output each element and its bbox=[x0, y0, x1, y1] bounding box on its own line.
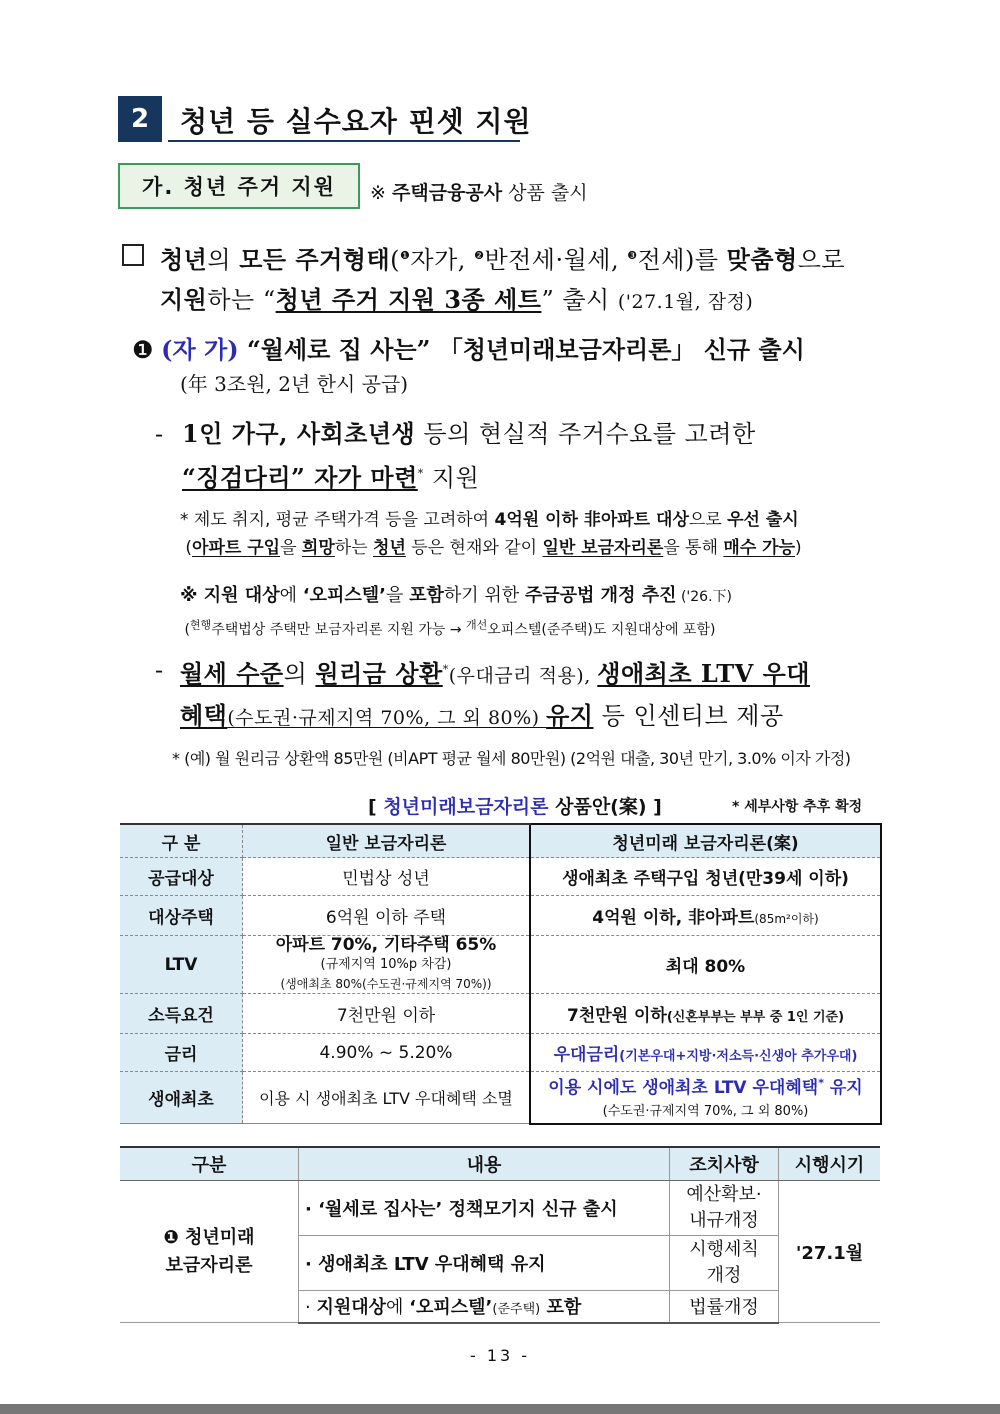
note3: * (예) 월 원리금 상환액 85만원 (비APT 평균 월세 80만원) (2억원 대출, 30년 만기, 3.0% 이자 가정) bbox=[172, 749, 851, 768]
subsection-label: 가. 청년 주거 지원 bbox=[118, 163, 360, 209]
table-header-row bbox=[120, 1147, 880, 1181]
row-label: 대상주택 bbox=[120, 896, 243, 936]
table-header-row bbox=[120, 824, 881, 858]
dash-marker: - bbox=[155, 420, 164, 448]
note1: * 제도 취지, 평균 주택가격 등을 고려하여 4억원 이하 非아파트 대상으로 우선 출시 (아파트 구입을 희망하는 청년 등은 현재와 같이 일반 보금자리론을 통해 매수 가능) bbox=[180, 510, 802, 558]
note2: ※ 지원 대상에 ‘오피스텔’을 포함하기 위한 주금공법 개정 추진 ('26.下) ($^{현행}$주택법상 주택만 보금자리론 지원 가능 → $^{개선}$오피스텔(준주택)도 지원대상에 포함) bbox=[180, 585, 732, 638]
dash1-text: 1인 가구, 사회초년생 등의 현실적 주거수요를 고려한 “징검다리” 자가 마련* 지원 bbox=[182, 419, 756, 492]
row-label: LTV bbox=[120, 936, 243, 994]
table-cell: 생애최초 주택구입 청년(만39세 이하) bbox=[530, 858, 881, 896]
table-row bbox=[120, 936, 881, 994]
item1-heading: ❶ (자 가) “월세로 집 사는” 「청년미래보금자리론」 신규 출시 bbox=[132, 335, 805, 364]
table-cell: 법률개정 bbox=[670, 1291, 779, 1323]
filled-number-icon: ❶ bbox=[132, 336, 154, 364]
table-cell: 4억원 이하, 非아파트(85m²이하) bbox=[530, 896, 881, 936]
section-number: 2 bbox=[118, 96, 162, 142]
table1-caption-note: * 세부사항 추후 확정 bbox=[732, 799, 863, 815]
bottom-edge-bar bbox=[0, 1404, 1000, 1414]
table-row bbox=[120, 994, 881, 1034]
intro-paragraph: 청년의 모든 주거형태($^❶$자가, $^❷$반전세·월세, $^❸$전세)를 맞춤형으로 지원하는 “청년 주거 지원 3종 세트” 출시 ('27.1월, 잠정) bbox=[160, 245, 846, 314]
row-label: 공급대상 bbox=[120, 858, 243, 896]
table-header-cell: 일반 보금자리론 bbox=[243, 824, 531, 858]
table-row bbox=[120, 1181, 880, 1236]
table-cell: 4.90% ~ 5.20% bbox=[243, 1034, 531, 1072]
group-label: ❶ 청년미래 보금자리론 bbox=[120, 1181, 299, 1323]
table-cell: 이용 시에도 생애최초 LTV 우대혜택* 유지 (수도권·규제지역 70%, 그 외 80%) bbox=[530, 1072, 881, 1124]
table-row bbox=[120, 896, 881, 936]
table-row bbox=[120, 1072, 881, 1124]
row-label: 소득요건 bbox=[120, 994, 243, 1034]
table-cell: 예산확보· 내규개정 bbox=[670, 1181, 779, 1236]
table-header-cell: 시행시기 bbox=[779, 1147, 881, 1181]
section-title: 청년 등 실수요자 핀셋 지원 bbox=[180, 105, 532, 138]
section-underline bbox=[168, 140, 520, 142]
table-cell: · ‘월세로 집사는’ 정책모기지 신규 출시 bbox=[299, 1181, 670, 1236]
table-cell: 7천만원 이하(신혼부부는 부부 중 1인 기준) bbox=[530, 994, 881, 1034]
table-cell: 6억원 이하 주택 bbox=[243, 896, 531, 936]
page-number: - 13 - bbox=[469, 1346, 531, 1365]
subsection-note: ※ 주택금융공사 상품 출시 bbox=[370, 182, 588, 204]
table1-caption: [ 청년미래보금자리론 상품안(案) ] bbox=[368, 796, 662, 818]
table-header-cell: 청년미래 보금자리론(案) bbox=[530, 824, 881, 858]
item1-subtext: (年 3조원, 2년 한시 공급) bbox=[180, 372, 409, 396]
action-plan-table bbox=[120, 1146, 880, 1324]
row-label: 금리 bbox=[120, 1034, 243, 1072]
row-label: 생애최초 bbox=[120, 1072, 243, 1124]
product-comparison-table bbox=[120, 823, 882, 1125]
table-header-cell: 구 분 bbox=[120, 824, 243, 858]
table-header-cell: 조치사항 bbox=[670, 1147, 779, 1181]
filled-number-icon: ❶ bbox=[163, 1226, 179, 1248]
table-cell: 최대 80% bbox=[530, 936, 881, 994]
dash2-text: 월세 수준의 원리금 상환*(우대금리 적용), 생애최초 LTV 우대 혜택(수도권·규제지역 70%, 그 외 80%) 유지 등 인센티브 제공 bbox=[180, 659, 810, 730]
table-header-cell: 내용 bbox=[299, 1147, 670, 1181]
table-row bbox=[120, 858, 881, 896]
table-cell: · 지원대상에 ‘오피스텔’(준주택) 포함 bbox=[299, 1291, 670, 1323]
table-header-cell: 구분 bbox=[120, 1147, 299, 1181]
table-cell: 아파트 70%, 기타주택 65% (규제지역 10%p 차감) (생애최초 80%(수도권·규제지역 70%)) bbox=[243, 936, 531, 994]
table-cell: '27.1월 bbox=[779, 1181, 881, 1323]
table-cell: 민법상 성년 bbox=[243, 858, 531, 896]
table-cell: 시행세칙 개정 bbox=[670, 1236, 779, 1291]
dash-marker: - bbox=[155, 656, 164, 684]
table-row bbox=[120, 1034, 881, 1072]
table-cell: 이용 시 생애최초 LTV 우대혜택 소멸 bbox=[243, 1072, 531, 1124]
table-cell: 7천만원 이하 bbox=[243, 994, 531, 1034]
table-cell: 우대금리(기본우대+지방·저소득·신생아 추가우대) bbox=[530, 1034, 881, 1072]
checkbox-bullet-icon bbox=[122, 244, 144, 266]
table-cell: · 생애최초 LTV 우대혜택 유지 bbox=[299, 1236, 670, 1291]
